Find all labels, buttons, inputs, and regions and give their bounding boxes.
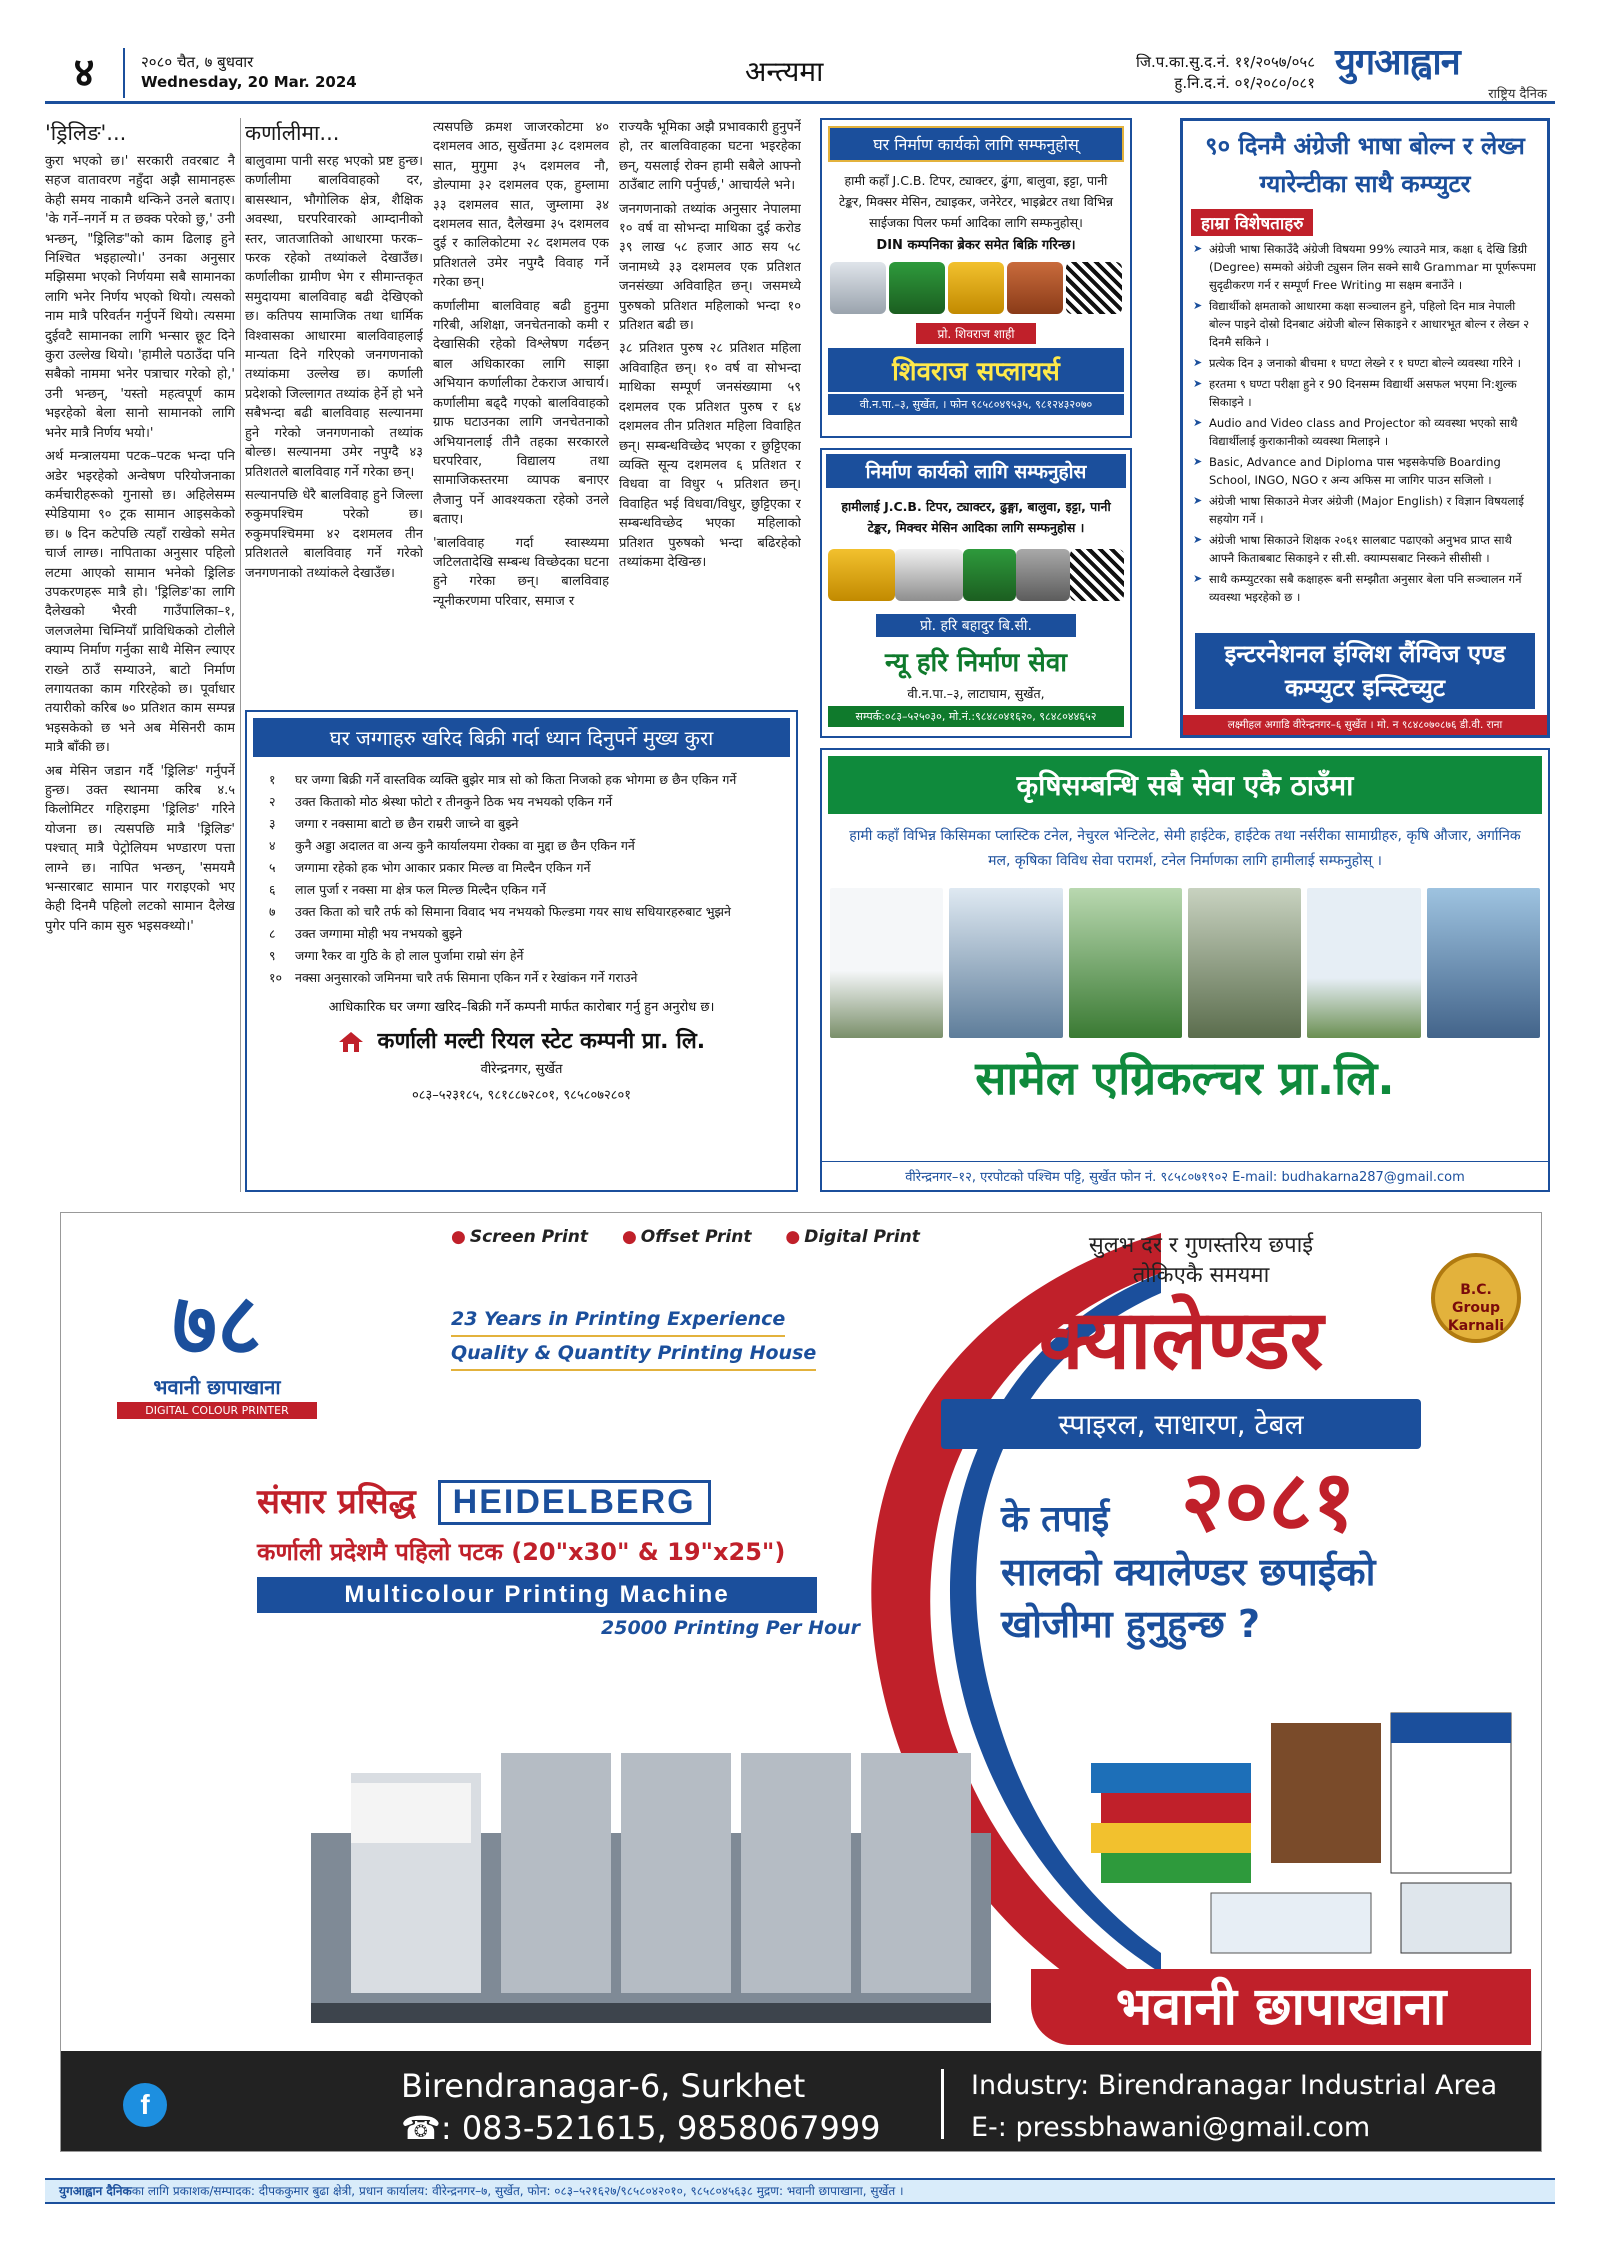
ad-text: हामीलाई J.C.B. टिपर, ट्याक्टर, ढुङ्गा, बालुवा, इट्टा, पानी टेङ्कर, मिक्चर मेसिन आदिका लागि सम्फनुहोस ।	[841, 499, 1111, 535]
list-item: १ घर जग्गा बिक्री गर्ने वास्तविक व्यक्ति बुझेर मात्र सो को किता निजको हक भोगमा छ छैन एकिन गर्ने	[269, 772, 737, 787]
ad-text-din: DIN कम्पनिका ब्रेकर समेत बिक्रि गरिन्छ।	[876, 238, 1076, 253]
greenhouse-photo	[1188, 888, 1301, 1038]
quality-line: Quality & Quantity Printing House	[451, 1337, 816, 1371]
proprietor-tag: प्रो. हरि बहादुर बि.सी.	[876, 614, 1076, 637]
article-col-4	[619, 118, 801, 703]
date-english: Wednesday, 20 Mar. 2024	[141, 73, 357, 91]
machine-type: Multicolour Printing Machine	[257, 1577, 817, 1613]
phone: ☎: 083-521615, 9858067999	[401, 2109, 881, 2147]
article-para: 'बालविवाह गर्दा स्वास्थ्यमा जटिलतादेखि सम्बन्ध विच्छेदका घटना हुने गरेका छन्। बालविवाह न्यूनीकरणमा परिवार, समाज र	[433, 535, 609, 609]
gravel-image	[1016, 549, 1070, 601]
ad-title: निर्माण कार्यको लागि सम्फनुहोस	[826, 454, 1126, 488]
divider	[941, 2069, 944, 2139]
tagline-2: तोकिएकै समयमा	[1132, 1263, 1270, 1288]
notice-title: घर जग्गाहरु खरिद बिक्री गर्दा ध्यान दिनुपर्ने मुख्य कुरा	[253, 718, 790, 757]
page-header	[45, 42, 1555, 104]
page-footer	[45, 2178, 1555, 2204]
article-para: त्यसपछि क्रमश जाजरकोटमा ४० दशमलव आठ, सुर्खेतमा ३८ दशमलव सात, मुगुमा ३५ दशमलव नौ, डोल्पामा ३२ दशमलव एक, हुम्लामा ३३ दशमलव सात, जुम्लामा ३४ दशमलव सात, दैलेखमा ३५ दशमलव दुई र कालिकोटमा २८ दशमलव एक प्रतिशतले उमेर नपुग्दै विवाह गर्ने गरेका छन्।	[433, 120, 609, 291]
greenhouse-photos	[822, 878, 1548, 1048]
ad-real-estate-notice	[245, 710, 798, 1192]
ad-english-institute	[1180, 118, 1550, 738]
article-para: अब मेसिन जडान गर्दै 'ड्रिलिङ' गर्नुपर्ने हुन्छ। उक्त स्थानमा करिब ४.५ किलोमिटर गहिराइमा 'ड्रिलिङ' गरिने योजना छ। त्यसपछि मात्रै 'ड्रिलिङ' पश्चात् मात्रै पेट्रोलियम भण्डारण पत्ता लाग्ने छ। नापित भन्छन्, 'समयमै भन्सारबाट सामान पार गराइएको भए केही दिनमै पहिलो लटको सामान दैलेख पुगेर पनि काम सुरु भइसक्थ्यो।'	[45, 763, 235, 934]
contact-left	[401, 2065, 881, 2149]
article-heading-karnali: कर्णालीमा...	[245, 121, 340, 145]
service-item: Screen Print	[469, 1227, 589, 1247]
company-address: वीरेन्द्रनगर, सुर्खेत	[480, 1062, 563, 1077]
truck-image	[895, 549, 962, 601]
services-list: ● Screen Print ● Offset Print ● Digital Print	[451, 1227, 920, 1247]
date-nepali: २०८० चैत, ७ बुधवार	[141, 53, 254, 71]
feature-item: ➤ हरतमा ९ घण्टा परीक्षा हुने र 90 दिनसम्म विद्यार्थी असफल भएमा नि:शुल्क सिकाइने ।	[1193, 375, 1537, 411]
greenhouse-photo	[1069, 888, 1182, 1038]
list-item: ८ उक्त जग्गामा मोही भय नभयको बुझ्ने	[269, 926, 463, 941]
greenhouse-photo	[830, 888, 943, 1038]
issue-date	[141, 52, 357, 92]
section-title: अन्त्यमा	[745, 55, 824, 88]
column-divider	[240, 118, 241, 1192]
famous-label: संसार प्रसिद्ध	[257, 1482, 416, 1522]
list-item: ३ जग्गा र नक्सामा बाटो छ छैन राम्ररी जाच्ने वा बुझ्ने	[269, 816, 519, 831]
registration-info	[1055, 52, 1315, 94]
books-calendar-image	[1071, 1703, 1521, 1963]
article-col-1	[45, 118, 235, 1192]
list-item: ९ जग्गा रैकर वा गुठि के हो लाल पुर्जामा राम्रो संग हेर्ने	[269, 948, 524, 963]
bhawani-contact-bar	[61, 2051, 1541, 2151]
company-phone: ०८३–५२३१८५, ९८१८८७२८०१, ९८५८०७२८०१	[411, 1088, 632, 1103]
list-item: ४ कुनै अड्डा अदालत वा अन्य कुनै कार्यालयमा रोक्का वा मुद्दा छ छैन एकिन गर्ने	[269, 838, 635, 853]
company-name-row	[247, 1021, 796, 1059]
sand-pile-image	[830, 262, 886, 314]
address: Birendranagar-6, Surkhet	[401, 2067, 806, 2105]
article-para: ३८ प्रतिशत पुरुष २८ प्रतिशत महिला अविवाहित छन्। १० वर्ष वा सोभन्दा माथिका सम्पूर्ण जनसंख्यामा ५९ दशमलव एक प्रतिशत पुरुष र ६४ दशमलव तीन प्रतिशत महिला विवाहित छन्। सम्बन्धविच्छेद भएका र छुट्टिएका व्यक्ति सून्य दशमलव ६ प्रतिशत र विधवा वा विधुर ५ प्रतिशत छन्। विवाहित भई विधवा/विधुर, छुट्टिएका र सम्बन्धविच्छेद भएका महिलाको प्रतिशत पुरुषको भन्दा बढिरहेको तथ्यांकमा देखिन्छ।	[619, 341, 801, 570]
printing-machine-image	[291, 1683, 1011, 2043]
article-para: कर्णालीमा बालविवाह बढी हुनुमा गरिबी, अशिक्षा, जनचेतनाको कमी र देखासिकी रहेको विश्लेषण गर्दछन् बाल अधिकारका लागि साझा अभियान कर्णालीका टेकराज आचार्य। कर्णालीमा बढ्दै गएको बालविवाहको ग्राफ घटाउनका लागि जनचेतनाको अभियानलाई तीनै तहका सरकारले घरपरिवार, विद्यालय तथा सामाजिकस्तरमा व्यापक बनाएर लैजानु पर्ने आवश्यकता रहेको उनले बताए।	[433, 298, 609, 528]
feature-item: ➤ अंग्रेजी भाषा सिकाउने मेजर अंग्रेजी (Major English) र विज्ञान विषयलाई सहयोग गर्ने ।	[1193, 492, 1537, 528]
features-list	[1183, 240, 1547, 606]
bricks-image	[1007, 262, 1063, 314]
tractor-image	[889, 262, 945, 314]
machinery-images	[822, 255, 1130, 321]
list-item: ५ जग्गामा रहेको हक भोग आकार प्रकार मिल्छ वा मिल्दैन एकिन गर्ने	[269, 860, 591, 875]
ad-title: ९० दिनमै अंग्रेजी भाषा बोल्न र लेख्न ग्यारेन्टीका साथै कम्प्युटर	[1205, 132, 1525, 198]
house-icon	[338, 1031, 364, 1053]
brand-name: भवानी छापाखाना	[1031, 1969, 1531, 2045]
tagline	[1051, 1231, 1351, 1291]
newspaper-logo	[1335, 42, 1555, 100]
brand-name: सामेल एग्रिकल्चर प्रा.लि.	[975, 1051, 1395, 1105]
question-line-1: के तपाई	[1001, 1499, 1110, 1540]
article-heading-drilling: 'ड्रिलिङ'...	[45, 121, 127, 145]
year-2081: २०८१	[1181, 1452, 1356, 1550]
ad-contact: लक्ष्मीहल अगाडि वीरेन्द्रनगर–६ सुर्खेत । मो. न ९८४८०७०८७६ डी.वी. राना	[1183, 715, 1547, 735]
article-col-3	[433, 118, 609, 703]
bc-group-badge: B.C. Group Karnali	[1431, 1253, 1521, 1343]
tractor-image	[963, 549, 1017, 601]
feature-item: ➤ Basic, Advance and Diploma पास भइसकेपछि Boarding School, INGO, NGO र अन्य अफिस मा जागिर पाउन सजिलो ।	[1193, 453, 1537, 489]
ad-title: घर निर्माण कार्यको लागि सम्फनुहोस्	[828, 126, 1124, 162]
logo-tagline: राष्ट्रिय दैनिक	[1488, 87, 1547, 102]
ad-text: हामी कहाँ J.C.B. टिपर, ट्याक्टर, ढुंगा, बालुवा, इट्टा, पानी टेङ्कर, मिक्सर मेसिन, ट्याइकर, जनेरेटर, भाइब्रेटर तथा विभिन्न साईजका पिलर फर्मा आदिका लागि सम्फनुहोस्।	[838, 173, 1114, 230]
feature-item: ➤ विद्यार्थीको क्षमताको आधारमा कक्षा सञ्चालन हुने, पहिलो दिन मात्र नेपाली बोल्न पाइने दोस्रो दिनबाट अंग्रेजी बोल्न सिकाइने र आधारभूत बोल्न र लेख्न २ दिनमै सकिने ।	[1193, 297, 1537, 351]
calendar-types: स्पाइरल, साधारण, टेबल	[941, 1399, 1421, 1449]
list-item: १० नक्सा अनुसारको जमिनमा चारै तर्फ सिमाना एकिन गर्ने र रेखांकन गर्ने गराउने	[269, 970, 638, 985]
contact-right	[971, 2065, 1497, 2149]
service-item: Digital Print	[804, 1227, 920, 1247]
article-para: सल्यानपछि धेरै बालविवाह हुने जिल्ला रुकुमपश्चिम परेको छ। रुकुमपश्चिममा ४२ दशमलव तीन प्रतिशतले बालविवाह गर्ने गरेको जनगणनाको तथ्यांकले देखाउँछ।	[245, 487, 423, 581]
first-in-province: कर्णाली प्रदेशमै पहिलो पटक (20"x30" & 19"x25")	[257, 1538, 786, 1566]
logo-name: युगआह्वान	[1335, 42, 1460, 83]
logo-subtitle: DIGITAL COLOUR PRINTER	[117, 1402, 317, 1419]
ad-contact: वी.न.पा.–३, सुर्खेत, । फोन ९८५८०४९५३५, ९८१२४३२०७०	[828, 394, 1124, 415]
proprietor-tag: प्रो. शिवराज शाही	[916, 323, 1036, 344]
machinery-images	[822, 542, 1130, 608]
article-col-2	[245, 118, 423, 703]
ad-samel-agriculture	[820, 748, 1550, 1192]
experience-text	[451, 1303, 816, 1371]
feature-item: ➤ Audio and Video class and Projector को व्यवस्था भएको साथै विद्यार्थीलाई कुराकानीको व्यवस्था मिलाइने ।	[1193, 414, 1537, 450]
ad-contact: सम्पर्क:०८३–५२५०३०, मो.नं.:९८४८०४१६२०, ९८४८०४४६५२	[828, 706, 1124, 727]
list-item: २ उक्त किताको मोठ श्रेस्था फोटो र तीनकुने ठिक भय नभयको एकिन गर्ने	[269, 794, 613, 809]
ad-address: वी.न.पा.–३, लाटाघाम, सुर्खेत,	[907, 686, 1045, 701]
facebook-icon[interactable]: f	[123, 2083, 167, 2127]
qr-code	[1070, 549, 1124, 601]
article-para: बालुवामा पानी सरह भएको प्रष्ट हुन्छ। कर्णालीमा बालविवाहको दर, बासस्थान, भौगोलिक क्षेत्र, शैक्षिक अवस्था, घरपरिवारको आम्दानीको स्तर, जातजातिको आधारमा फरक–फरक रहेको तथ्यांकले देखाउँछ। कर्णालीका ग्रामीण भेग र सीमान्तकृत समुदायमा बालविवाह बढी देखिएको छ। कतिपय सामाजिक तथा धार्मिक विश्वासका आधारमा बालविवाहलाई मान्यता दिने गरिएको जनगणनाको तथ्यांकमा उल्लेख छ। कर्णाली प्रदेशको जिल्लागत तथ्यांक हेर्ने हो भने सबैभन्दा बढी बालविवाह सल्यानमा हुने गरेको जनगणनाको तथ्यांक बोल्छ। सल्यानमा उमेर नपुग्दै ४३ प्रतिशतले बालविवाह गर्ने गरेका छन्।	[245, 154, 423, 480]
qr-code	[1066, 262, 1122, 314]
tagline-1: सुलभ दर र गुणस्तरिय छपाई	[1088, 1233, 1314, 1258]
jcb-image	[828, 549, 895, 601]
brand-name: शिवराज सप्लायर्स	[828, 348, 1124, 392]
question-line-2: सालको क्यालेण्डर छपाईको	[1001, 1550, 1376, 1594]
ad-bhawani-press	[60, 1212, 1542, 2152]
list-item: ७ उक्त किता को चारै तर्फ को सिमाना विवाद भय नभयको फिल्डमा गयर साध सधियारहरुबाट भुझने	[269, 904, 731, 919]
registration-1: जि.प.का.सु.द.नं. ११/२०५७/०५८	[1135, 53, 1315, 71]
notice-closing: आधिकारिक घर जग्गा खरिद–बिक्री गर्ने कम्पनी मार्फत कारोबार गर्नु हुन अनुरोध छ।	[328, 1000, 715, 1015]
registration-2: हु.नि.द.नं. ०१/२०८०/०८१	[1174, 74, 1315, 92]
email[interactable]: E-: pressbhawani@gmail.com	[971, 2112, 1371, 2143]
greenhouse-photo	[1427, 888, 1540, 1038]
experience-line: 23 Years in Printing Experience	[451, 1303, 785, 1337]
page-number: ४	[45, 48, 125, 98]
article-para: राज्यकै भूमिका अझै प्रभावकारी हुनुपर्ने हो, तर बालविवाहका घटना भइरहेका छन्, यसलाई रोक्न हामी सबैले आफ्नो ठाउँबाट लागि पर्नुपर्छ,' आचार्यले भने।	[619, 120, 801, 194]
imprint-text: का लागि प्रकाशक/सम्पादक: दीपककुमार बुढा क्षेत्री, प्रधान कार्यालय: वीरेन्द्रनगर–७, सुर्खेत, फोन: ०८३–५२१६२७/९८५८०४२०१०, ९८५८०४५६३८ मुद्रण: भवानी छापाखाना, सुर्खेत ।	[131, 2184, 904, 2198]
brand-name: न्यू हरि निर्माण सेवा	[828, 639, 1124, 683]
feature-item: ➤ साथै कम्प्युटरका सबै कक्षाहरू बनी सम्झौता अनुसार बेला पनि सञ्चालन गर्ने व्यवस्था भइरहेको छ ।	[1193, 570, 1537, 606]
brand-name: इन्टरनेशनल इंग्लिश लैंग्विज एण्ड कम्प्युटर इन्स्टिच्युट	[1195, 633, 1535, 709]
industry-address: Industry: Birendranagar Industrial Area	[971, 2070, 1498, 2101]
article-para: कुरा भएको छ।' सरकारी तवरबाट नै सहज वातावरण नहुँदा अझै सामानहरू केही समय नाकामै थन्किने उनले बताए। 'के गर्ने–नगर्ने म त छक्क परेको छु,' उनी भन्छन्, "ड्रिलिङ"को काम ढिलाइ हुने निश्चित भइहाल्यो।' उनका अनुसार मझिसमा भएको निर्णयमा सबै सामानका लागि भनेर निर्णय भएको थियो। त्यसको नाम मात्रै परिवर्तन गर्नुपर्ने थियो। त्यसमा दुईवटै सामानका लागि भन्सार छूट दिने कुरा उल्लेख थियो। 'हामीले पठाउँदा पनि सबैको नाममा भनेर पत्राचार गरेको हो,' उनी भन्छन्, 'यस्तो महत्वपूर्ण काम भइरहेको बेला सानो सामानको लागि भनेर मात्रै निर्णय भयो।'	[45, 154, 235, 441]
features-title: हाम्रा विशेषताहरु	[1191, 209, 1313, 236]
heidelberg-logo: HEIDELBERG	[438, 1480, 711, 1525]
publication-name: युगआह्वान दैनिक	[59, 2184, 132, 2198]
article-para: अर्थ मन्त्रालयमा पटक–पटक भन्दा पनि अडेर भइरहेको अन्वेषण परियोजनाका कर्मचारीहरूको गुनासो छ। अहिलेसम्म स्पेडियामा ९० ट्रक सामान आइसकेको छ। ७ दिन कटेपछि त्यहाँ राखेको समेत चार्ज लाग्छ। नापिताका अनुसार पहिलो लटमा आएको सामान भनेको ड्रिलिङ उपकरणहरू मात्रै हो। 'ड्रिलिङ'का लागि दैलेखको भैरवी गाउँपालिका–१, जलजलेमा चिम्नियाँ प्राविधिकको टोलीले क्याम्प निर्माण गर्नुका साथै मेसिन ल्याएर राख्ने ठाउँ सम्याउने, बाटो निर्माण लगायतका काम गरिरहेको छ। पूर्वाधार तयारीको करिब ७० प्रतिशत काम सम्पन्न भइसकेको छ भने अब मेसिनरी काम मात्रै बाँकी छ।	[45, 449, 235, 756]
company-name: कर्णाली मल्टी रियल स्टेट कम्पनी प्रा. लि.	[377, 1029, 706, 1054]
print-rate: 25000 Printing Per Hour	[601, 1617, 860, 1639]
logo-mark: ७८	[172, 1274, 262, 1375]
ad-new-hari-nirman	[820, 448, 1132, 738]
question-line-3: खोजीमा हुनुहुन्छ ?	[1001, 1602, 1260, 1646]
greenhouse-photo	[949, 888, 1062, 1038]
list-item: ६ लाल पुर्जा र नक्सा मा क्षेत्र फल मिल्छ मिल्दैन एकिन गर्ने	[269, 882, 546, 897]
greenhouse-photo	[1307, 888, 1420, 1038]
ad-title: कृषिसम्बन्धि सबै सेवा एकै ठाउँमा	[828, 756, 1542, 814]
calendar-heading: क्यालेण्डर	[1038, 1293, 1324, 1388]
feature-item: ➤ अंग्रेजी भाषा सिकाउने शिक्षक २०६१ सालबाट पढाएको अनुभव प्राप्त साथै आफ्नै किताबबाट सिकाइने र सी.सी. क्याम्पसबाट निस्कने सीसीसी ।	[1193, 531, 1537, 567]
service-item: Offset Print	[640, 1227, 752, 1247]
feature-item: ➤ अंग्रेजी भाषा सिकाउँदै अंग्रेजी विषयमा 99% ल्याउने मात्र, कक्षा ६ देखि डिग्री (Degree) सम्मको अंग्रेजी ट्युसन लिन सक्ने साथै Grammar मा पूर्णरूपमा सुदृढीकरण गर्न र सम्पूर्ण Free Writing मा सक्षम बनाउँने ।	[1193, 240, 1537, 294]
ad-shivraj-suppliers	[820, 118, 1132, 438]
ad-contact: वीरेन्द्रनगर–१२, एरपोटको पश्चिम पट्टि, सुर्खेत फोन नं. ९८५८०७१९०२ E-mail: budhakarna287@gmail.com	[822, 1161, 1548, 1190]
heidelberg-line	[257, 1477, 711, 1525]
loader-image	[948, 262, 1004, 314]
logo-name: भवानी छापाखाना	[153, 1375, 281, 1399]
ad-text: हामी कहाँ विभिन्न किसिमका प्लास्टिक टनेल, नेचुरल भेन्टिलेट, सेमी हाईटेक, हाईटेक तथा नर्सरीका सामाग्रीहरु, कृषि औजार, अर्गानिक मल, कृषिका विविध सेवा परामर्श, टनेल निर्माणका लागि हामीलाई सम्फनुहोस् ।	[849, 828, 1521, 869]
article-para: जनगणनाको तथ्यांक अनुसार नेपालमा १० वर्ष वा सोभन्दा माथिका दुई करोड ३९ लाख ५८ हजार आठ सय ५८ जनामध्ये ३३ दशमलव एक प्रतिशत जनसंख्या अविवाहित छन्। जसमध्ये पुरुषको प्रतिशत महिलाको भन्दा १० प्रतिशत बढी छ।	[619, 201, 801, 334]
notice-list	[247, 763, 796, 989]
bhawani-logo	[117, 1274, 317, 1437]
feature-item: ➤ प्रत्येक दिन ३ जनाको बीचमा १ घण्टा लेख्ने र १ घण्टा बोल्ने व्यवस्था गरिने ।	[1193, 354, 1537, 372]
